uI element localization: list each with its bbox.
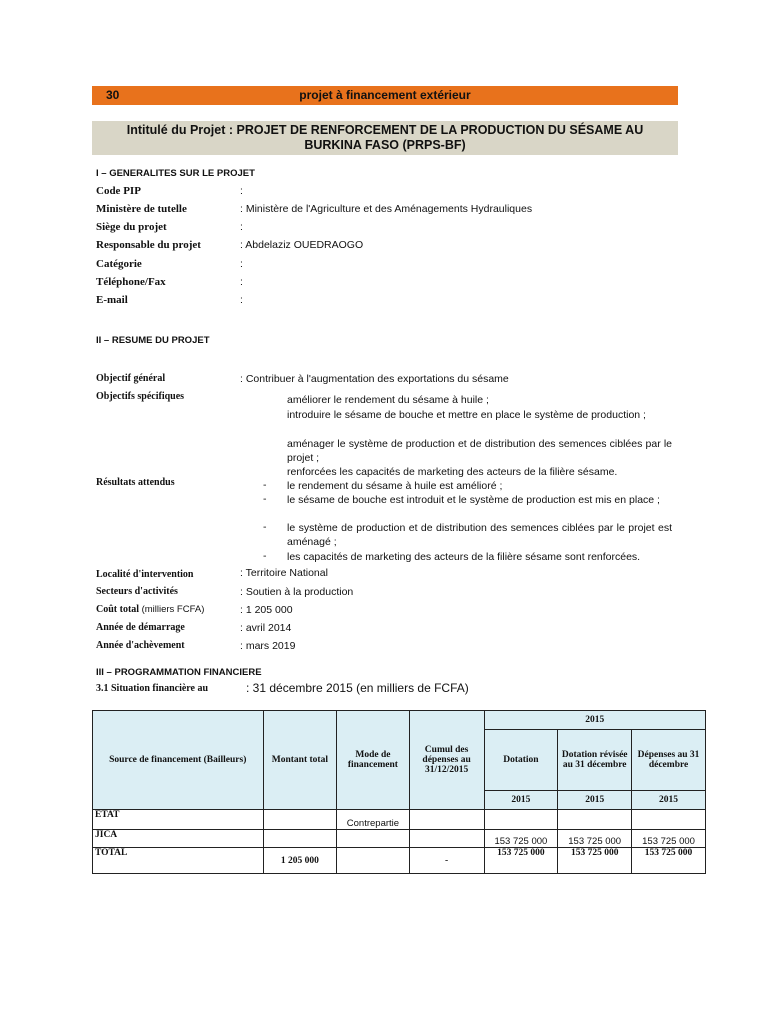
header-dotation-revisee: Dotation révisée au 31 décembre (558, 730, 632, 791)
list-dash: - (263, 521, 267, 533)
field-objectif-general (96, 373, 696, 389)
header-cumul: Cumul des dépenses au 31/12/2015 (409, 711, 484, 810)
resultat-item: les capacités de marketing des acteurs de la filière sésame sont renforcées. (287, 551, 641, 563)
header-sub-year: 2015 (484, 791, 558, 810)
resultat-item: le rendement du sésame à huile est amélioré ; (287, 480, 503, 492)
field-categorie (96, 258, 696, 274)
field-label: Objectif général (96, 373, 166, 384)
field-localite (96, 567, 696, 583)
field-demarrage (96, 622, 696, 638)
cell-mode (337, 830, 409, 848)
objectif-specifique: renforcées les capacités de marketing des acteurs de la filière sésame. (287, 466, 618, 478)
header-year-group: 2015 (484, 711, 705, 730)
cell-mode: Contrepartie (337, 810, 409, 830)
field-value: : (240, 221, 243, 233)
field-value: : mars 2019 (240, 640, 296, 652)
cell-montant (263, 810, 337, 830)
field-cout-total (96, 604, 696, 620)
field-value: : (240, 185, 243, 197)
cell-cumul: - (409, 848, 484, 874)
field-achevement (96, 640, 696, 656)
cell-depenses (632, 810, 706, 830)
list-dash: - (263, 550, 267, 562)
section-1-heading: I – GENERALITES SUR LE PROJET (96, 168, 255, 179)
cell-cumul (409, 810, 484, 830)
header-source: Source de financement (Bailleurs) (93, 711, 264, 810)
field-value: : Territoire National (240, 567, 328, 579)
resultat-item: le sésame de bouche est introduit et le système de production est mis en place ; (287, 494, 660, 506)
field-secteurs (96, 586, 696, 602)
field-value: : 1 205 000 (240, 604, 293, 616)
resultat-item: le système de production et de distribution des semences ciblées par le projet est aménagé ; (287, 522, 672, 548)
objectif-specifique: améliorer le rendement du sésame à huile ; (287, 394, 489, 406)
header-montant: Montant total (263, 711, 337, 810)
cell-montant: 1 205 000 (263, 848, 337, 874)
cell-dotation-revisee: 153 725 000 (558, 830, 632, 848)
cell-dotation: 153 725 000 (484, 830, 558, 848)
field-label: Résultats attendus (96, 477, 175, 488)
cell-cumul (409, 830, 484, 848)
field-situation-financiere (96, 681, 696, 697)
table-row (93, 830, 706, 848)
financial-table (92, 710, 706, 874)
section-3-heading: III – PROGRAMMATION FINANCIERE (96, 667, 262, 678)
field-label: E-mail (96, 294, 128, 306)
field-ministere (96, 203, 696, 219)
field-label: Année de démarrage (96, 622, 185, 633)
field-label: Secteurs d'activités (96, 586, 178, 597)
cell-montant (263, 830, 337, 848)
header-mode: Mode de financement (337, 711, 409, 810)
header-dotation: Dotation (484, 730, 558, 791)
field-label: Responsable du projet (96, 239, 201, 251)
cell-dotation-revisee (558, 810, 632, 830)
cout-label: Coût total (96, 604, 140, 615)
cell-source: JICA (93, 830, 264, 848)
field-label: Ministère de tutelle (96, 203, 187, 215)
objectif-specifique: introduire le sésame de bouche et mettre en place le système de production ; (287, 409, 646, 421)
field-label: 3.1 Situation financière au (96, 683, 209, 694)
field-value: : Contribuer à l'augmentation des exportations du sésame (240, 373, 509, 385)
field-label: Localité d'intervention (96, 569, 194, 580)
field-telephone (96, 276, 696, 292)
field-value: : Abdelaziz OUEDRAOGO (240, 239, 364, 251)
title-line-2: BURKINA FASO (PRPS-BF) (304, 138, 466, 152)
title-line-1: Intitulé du Projet : PROJET DE RENFORCEMENT DE LA PRODUCTION DU SÉSAME AU (126, 123, 644, 137)
project-banner (92, 86, 678, 105)
field-value: : Soutien à la production (240, 586, 354, 598)
project-number: 30 (106, 88, 120, 102)
cell-dotation: 153 725 000 (484, 848, 558, 874)
objectif-specifique: aménager le système de production et de distribution des semences ciblées par le projet ; (287, 438, 672, 464)
field-label: Code PIP (96, 185, 141, 197)
cell-depenses: 153 725 000 (632, 848, 706, 874)
field-siege (96, 221, 696, 237)
section-2-heading: II – RESUME DU PROJET (96, 335, 210, 346)
field-value: : Ministère de l'Agriculture et des Aménagements Hydrauliques (240, 203, 533, 215)
cell-depenses: 153 725 000 (632, 830, 706, 848)
header-sub-year: 2015 (632, 791, 706, 810)
field-value: : avril 2014 (240, 622, 292, 634)
cell-source: TOTAL (93, 848, 264, 874)
field-label: Siège du projet (96, 221, 167, 233)
cell-mode (337, 848, 409, 874)
header-sub-year: 2015 (558, 791, 632, 810)
table-row (93, 810, 706, 830)
list-dash: - (263, 493, 267, 505)
field-label: Objectifs spécifiques (96, 391, 185, 402)
field-label: Catégorie (96, 258, 142, 270)
field-email (96, 294, 696, 310)
cell-dotation (484, 810, 558, 830)
table-row-total (93, 848, 706, 874)
project-title (92, 121, 678, 155)
cell-dotation-revisee: 153 725 000 (558, 848, 632, 874)
field-value: : (240, 258, 243, 270)
field-value: : (240, 276, 243, 288)
field-label: Téléphone/Fax (96, 276, 166, 288)
field-label: Année d'achèvement (96, 640, 185, 651)
cell-source: ETAT (93, 810, 264, 830)
list-dash: - (263, 479, 267, 491)
field-label (96, 604, 204, 615)
field-value: : 31 décembre 2015 (en milliers de FCFA) (246, 681, 469, 695)
field-value: : (240, 294, 243, 306)
banner-label: projet à financement extérieur (299, 88, 471, 102)
field-responsable (96, 239, 696, 255)
cout-unit: (milliers FCFA) (141, 604, 205, 615)
field-code-pip (96, 185, 696, 201)
header-depenses: Dépenses au 31 décembre (632, 730, 706, 791)
